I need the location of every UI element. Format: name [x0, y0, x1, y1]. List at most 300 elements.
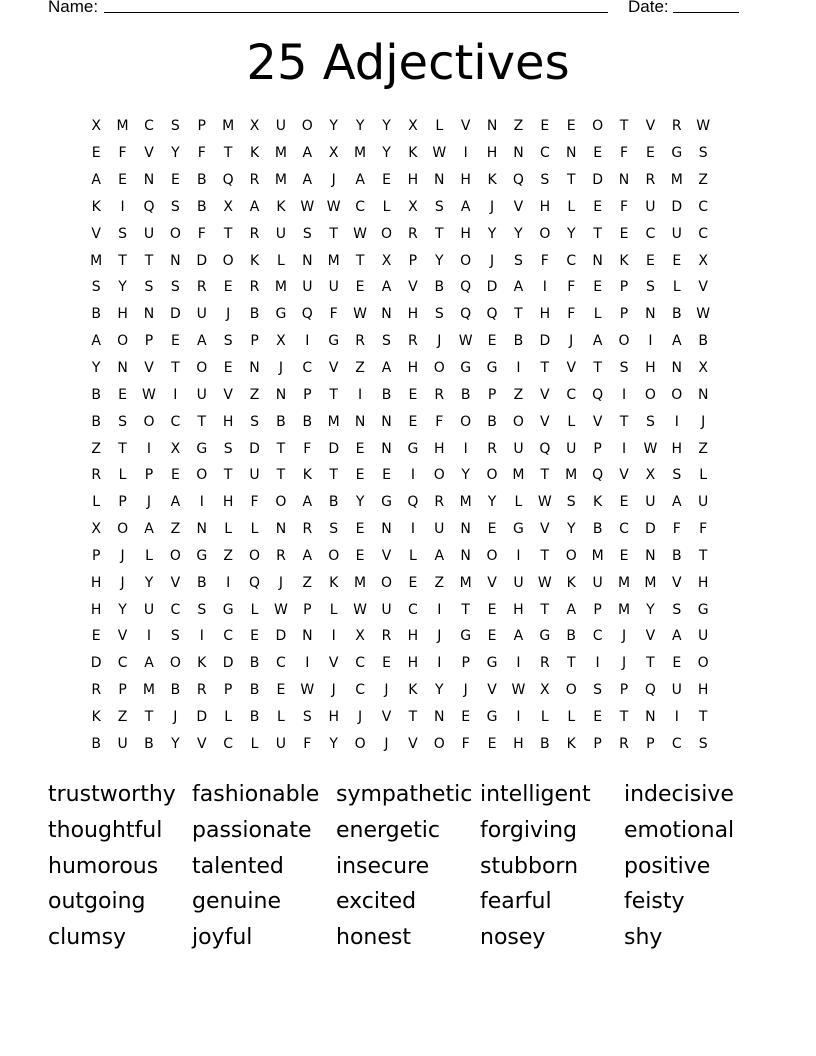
- grid-letter[interactable]: N: [460, 521, 471, 538]
- grid-letter[interactable]: K: [566, 574, 576, 591]
- grid-letter[interactable]: S: [645, 413, 655, 430]
- grid-letter[interactable]: U: [328, 279, 339, 296]
- grid-letter[interactable]: E: [170, 172, 180, 189]
- grid-letter[interactable]: R: [249, 279, 260, 296]
- grid-letter[interactable]: Y: [355, 118, 365, 135]
- grid-letter[interactable]: H: [407, 655, 419, 672]
- grid-letter[interactable]: I: [437, 655, 442, 672]
- grid-letter[interactable]: P: [197, 118, 206, 135]
- grid-letter[interactable]: K: [197, 655, 207, 672]
- grid-letter[interactable]: S: [144, 279, 154, 296]
- grid-letter[interactable]: T: [619, 413, 629, 430]
- grid-letter[interactable]: L: [435, 118, 444, 135]
- grid-letter[interactable]: G: [222, 601, 234, 618]
- grid-letter[interactable]: H: [222, 494, 234, 511]
- grid-letter[interactable]: G: [539, 628, 551, 645]
- grid-letter[interactable]: G: [275, 306, 287, 323]
- grid-letter[interactable]: N: [275, 521, 287, 538]
- grid-letter[interactable]: B: [249, 306, 260, 323]
- grid-letter[interactable]: X: [91, 118, 101, 135]
- grid-letter[interactable]: O: [222, 252, 234, 269]
- grid-letter[interactable]: N: [671, 360, 683, 377]
- grid-letter[interactable]: Z: [698, 440, 708, 457]
- grid-letter[interactable]: T: [118, 252, 127, 269]
- grid-letter[interactable]: E: [461, 708, 471, 725]
- grid-letter[interactable]: X: [355, 628, 365, 645]
- grid-letter[interactable]: I: [331, 628, 336, 645]
- grid-letter[interactable]: T: [619, 118, 629, 135]
- grid-letter[interactable]: S: [672, 601, 682, 618]
- grid-letter[interactable]: Z: [513, 118, 524, 135]
- grid-letter[interactable]: S: [329, 521, 339, 538]
- grid-letter[interactable]: R: [434, 494, 445, 511]
- grid-letter[interactable]: H: [460, 172, 471, 189]
- grid-letter[interactable]: C: [539, 145, 550, 162]
- grid-letter[interactable]: T: [540, 601, 550, 618]
- grid-letter[interactable]: C: [276, 655, 286, 672]
- grid-letter[interactable]: H: [407, 628, 419, 645]
- grid-letter[interactable]: A: [381, 360, 392, 377]
- date-field[interactable]: [673, 12, 739, 13]
- grid-letter[interactable]: Q: [592, 386, 604, 403]
- grid-letter[interactable]: C: [355, 682, 365, 699]
- grid-letter[interactable]: M: [617, 574, 631, 591]
- grid-letter[interactable]: E: [593, 708, 603, 725]
- grid-letter[interactable]: F: [672, 521, 681, 538]
- grid-letter[interactable]: I: [120, 198, 125, 215]
- grid-letter[interactable]: L: [250, 521, 259, 538]
- grid-letter[interactable]: E: [355, 440, 365, 457]
- grid-letter[interactable]: H: [513, 735, 524, 752]
- grid-letter[interactable]: H: [460, 225, 471, 242]
- grid-letter[interactable]: N: [381, 521, 392, 538]
- grid-letter[interactable]: H: [486, 145, 498, 162]
- grid-letter[interactable]: I: [516, 708, 521, 725]
- grid-letter[interactable]: O: [433, 360, 445, 377]
- grid-letter[interactable]: J: [489, 198, 495, 215]
- grid-letter[interactable]: F: [250, 494, 259, 511]
- grid-letter[interactable]: J: [437, 628, 442, 645]
- grid-letter[interactable]: F: [303, 440, 312, 457]
- grid-letter[interactable]: L: [118, 467, 127, 484]
- grid-letter[interactable]: T: [619, 708, 629, 725]
- grid-letter[interactable]: U: [671, 682, 682, 699]
- grid-letter[interactable]: E: [91, 145, 101, 162]
- grid-letter[interactable]: L: [329, 601, 338, 618]
- grid-letter[interactable]: O: [433, 735, 445, 752]
- grid-letter[interactable]: U: [698, 628, 709, 645]
- grid-letter[interactable]: M: [274, 172, 287, 189]
- grid-letter[interactable]: C: [170, 601, 181, 618]
- grid-letter[interactable]: C: [117, 655, 128, 672]
- grid-letter[interactable]: I: [648, 333, 653, 350]
- grid-letter[interactable]: J: [358, 708, 363, 725]
- grid-letter[interactable]: K: [91, 198, 101, 215]
- grid-letter[interactable]: O: [354, 735, 366, 752]
- grid-letter[interactable]: O: [539, 225, 551, 242]
- grid-letter[interactable]: P: [593, 735, 602, 752]
- grid-letter[interactable]: X: [249, 118, 260, 135]
- grid-letter[interactable]: M: [565, 467, 578, 484]
- grid-letter[interactable]: I: [674, 708, 679, 725]
- grid-letter[interactable]: S: [698, 735, 708, 752]
- grid-letter[interactable]: W: [458, 333, 473, 350]
- grid-letter[interactable]: H: [434, 440, 445, 457]
- grid-letter[interactable]: S: [566, 494, 576, 511]
- grid-letter[interactable]: L: [382, 198, 391, 215]
- grid-letter[interactable]: O: [117, 333, 129, 350]
- grid-letter[interactable]: A: [302, 547, 313, 564]
- grid-letter[interactable]: S: [540, 172, 550, 189]
- grid-letter[interactable]: A: [302, 172, 313, 189]
- grid-letter[interactable]: S: [672, 467, 682, 484]
- grid-letter[interactable]: J: [437, 333, 442, 350]
- grid-letter[interactable]: T: [144, 708, 154, 725]
- grid-letter[interactable]: Y: [514, 225, 523, 242]
- grid-letter[interactable]: R: [91, 467, 102, 484]
- grid-letter[interactable]: D: [328, 440, 340, 457]
- grid-letter[interactable]: V: [196, 735, 207, 752]
- grid-letter[interactable]: E: [223, 360, 233, 377]
- grid-letter[interactable]: J: [226, 306, 231, 323]
- grid-letter[interactable]: K: [249, 145, 260, 162]
- grid-letter[interactable]: I: [173, 386, 178, 403]
- grid-letter[interactable]: A: [672, 628, 682, 645]
- grid-letter[interactable]: G: [671, 145, 683, 162]
- grid-letter[interactable]: E: [355, 279, 365, 296]
- grid-letter[interactable]: L: [593, 306, 602, 323]
- grid-letter[interactable]: A: [91, 172, 101, 189]
- grid-letter[interactable]: H: [328, 708, 339, 725]
- grid-letter[interactable]: B: [249, 708, 260, 725]
- grid-letter[interactable]: L: [92, 494, 101, 511]
- grid-letter[interactable]: F: [197, 225, 206, 242]
- grid-letter[interactable]: N: [143, 172, 155, 189]
- grid-letter[interactable]: E: [540, 118, 550, 135]
- grid-letter[interactable]: T: [223, 145, 233, 162]
- grid-letter[interactable]: A: [381, 279, 392, 296]
- grid-letter[interactable]: C: [698, 225, 709, 242]
- grid-letter[interactable]: I: [516, 360, 521, 377]
- grid-letter[interactable]: K: [487, 172, 497, 189]
- grid-letter[interactable]: O: [565, 547, 577, 564]
- grid-letter[interactable]: R: [196, 279, 207, 296]
- grid-letter[interactable]: P: [223, 682, 233, 699]
- grid-letter[interactable]: V: [619, 467, 629, 484]
- grid-letter[interactable]: F: [435, 413, 444, 430]
- grid-letter[interactable]: S: [118, 413, 128, 430]
- grid-letter[interactable]: T: [646, 655, 655, 672]
- grid-letter[interactable]: L: [250, 601, 259, 618]
- grid-letter[interactable]: V: [540, 521, 550, 538]
- grid-letter[interactable]: O: [169, 547, 181, 564]
- grid-letter[interactable]: B: [381, 386, 392, 403]
- grid-letter[interactable]: E: [645, 145, 655, 162]
- grid-letter[interactable]: Z: [223, 547, 233, 564]
- grid-letter[interactable]: Y: [461, 467, 470, 484]
- grid-letter[interactable]: A: [566, 601, 577, 618]
- grid-letter[interactable]: E: [276, 682, 286, 699]
- grid-letter[interactable]: E: [382, 467, 391, 484]
- grid-letter[interactable]: E: [118, 386, 128, 403]
- grid-letter[interactable]: X: [540, 682, 550, 699]
- grid-letter[interactable]: B: [276, 413, 286, 430]
- grid-letter[interactable]: D: [671, 198, 683, 215]
- grid-letter[interactable]: G: [460, 360, 472, 377]
- grid-letter[interactable]: Q: [249, 574, 261, 591]
- grid-letter[interactable]: V: [592, 413, 603, 430]
- grid-letter[interactable]: N: [302, 252, 313, 269]
- grid-letter[interactable]: D: [592, 172, 603, 189]
- grid-letter[interactable]: V: [223, 386, 233, 403]
- grid-letter[interactable]: I: [621, 386, 627, 403]
- grid-letter[interactable]: M: [512, 467, 525, 484]
- grid-letter[interactable]: E: [382, 172, 391, 189]
- grid-letter[interactable]: S: [645, 279, 655, 296]
- grid-letter[interactable]: B: [196, 574, 207, 591]
- grid-letter[interactable]: U: [117, 735, 128, 752]
- grid-letter[interactable]: F: [540, 252, 549, 269]
- grid-letter[interactable]: G: [196, 440, 208, 457]
- grid-letter[interactable]: T: [698, 708, 708, 725]
- grid-letter[interactable]: T: [329, 467, 338, 484]
- grid-letter[interactable]: Z: [698, 172, 708, 189]
- grid-letter[interactable]: M: [327, 413, 340, 430]
- grid-letter[interactable]: O: [512, 413, 524, 430]
- grid-letter[interactable]: W: [537, 494, 552, 511]
- grid-letter[interactable]: Y: [171, 145, 180, 162]
- grid-letter[interactable]: Z: [513, 386, 524, 403]
- grid-letter[interactable]: X: [381, 252, 392, 269]
- grid-letter[interactable]: Y: [434, 682, 444, 699]
- grid-letter[interactable]: E: [487, 333, 497, 350]
- grid-letter[interactable]: A: [672, 333, 682, 350]
- grid-letter[interactable]: E: [408, 574, 418, 591]
- grid-letter[interactable]: S: [302, 708, 312, 725]
- grid-letter[interactable]: E: [91, 628, 101, 645]
- grid-letter[interactable]: J: [701, 413, 706, 430]
- grid-letter[interactable]: W: [300, 198, 315, 215]
- grid-letter[interactable]: Y: [329, 735, 338, 752]
- grid-letter[interactable]: C: [223, 735, 234, 752]
- grid-letter[interactable]: T: [434, 225, 444, 242]
- grid-letter[interactable]: I: [621, 440, 627, 457]
- grid-letter[interactable]: L: [224, 521, 233, 538]
- grid-letter[interactable]: Y: [118, 601, 127, 618]
- grid-letter[interactable]: R: [434, 386, 445, 403]
- grid-letter[interactable]: I: [516, 547, 521, 564]
- grid-letter[interactable]: I: [410, 467, 415, 484]
- grid-letter[interactable]: I: [516, 655, 521, 672]
- grid-letter[interactable]: U: [143, 225, 155, 242]
- grid-letter[interactable]: L: [567, 708, 576, 725]
- grid-letter[interactable]: B: [671, 547, 682, 564]
- grid-letter[interactable]: N: [275, 386, 287, 403]
- grid-letter[interactable]: T: [566, 655, 576, 672]
- grid-letter[interactable]: J: [173, 708, 178, 725]
- grid-letter[interactable]: U: [381, 601, 392, 618]
- grid-letter[interactable]: V: [170, 574, 181, 591]
- grid-letter[interactable]: E: [593, 279, 603, 296]
- grid-letter[interactable]: J: [384, 735, 389, 752]
- grid-letter[interactable]: S: [91, 279, 101, 296]
- grid-letter[interactable]: U: [249, 467, 260, 484]
- grid-letter[interactable]: N: [434, 172, 445, 189]
- grid-letter[interactable]: R: [249, 225, 260, 242]
- grid-letter[interactable]: A: [302, 494, 313, 511]
- grid-letter[interactable]: I: [463, 145, 468, 162]
- grid-letter[interactable]: T: [540, 360, 550, 377]
- grid-letter[interactable]: O: [433, 467, 445, 484]
- grid-letter[interactable]: H: [407, 306, 419, 323]
- grid-letter[interactable]: L: [540, 708, 549, 725]
- grid-letter[interactable]: X: [645, 467, 656, 484]
- grid-letter[interactable]: B: [196, 172, 207, 189]
- grid-letter[interactable]: I: [437, 601, 442, 618]
- grid-letter[interactable]: X: [408, 198, 418, 215]
- grid-letter[interactable]: I: [595, 655, 600, 672]
- grid-letter[interactable]: Q: [539, 440, 551, 457]
- grid-letter[interactable]: D: [645, 521, 656, 538]
- grid-letter[interactable]: C: [223, 628, 234, 645]
- grid-letter[interactable]: S: [302, 225, 312, 242]
- grid-letter[interactable]: V: [328, 655, 339, 672]
- grid-letter[interactable]: I: [542, 279, 547, 296]
- grid-letter[interactable]: V: [91, 225, 101, 242]
- grid-letter[interactable]: A: [196, 333, 207, 350]
- grid-letter[interactable]: L: [408, 547, 417, 564]
- grid-letter[interactable]: T: [144, 252, 154, 269]
- grid-letter[interactable]: V: [117, 628, 128, 645]
- grid-letter[interactable]: N: [143, 306, 155, 323]
- grid-letter[interactable]: F: [699, 521, 708, 538]
- grid-letter[interactable]: N: [434, 708, 445, 725]
- grid-letter[interactable]: O: [301, 118, 313, 135]
- grid-letter[interactable]: T: [329, 225, 338, 242]
- grid-letter[interactable]: W: [537, 574, 552, 591]
- grid-letter[interactable]: N: [354, 413, 366, 430]
- grid-letter[interactable]: C: [144, 118, 154, 135]
- grid-letter[interactable]: A: [91, 333, 101, 350]
- grid-letter[interactable]: Q: [301, 306, 313, 323]
- grid-letter[interactable]: E: [487, 628, 497, 645]
- grid-letter[interactable]: J: [331, 682, 336, 699]
- grid-letter[interactable]: J: [463, 682, 468, 699]
- grid-letter[interactable]: H: [671, 440, 683, 457]
- grid-letter[interactable]: A: [355, 172, 365, 189]
- grid-letter[interactable]: K: [91, 708, 101, 725]
- grid-letter[interactable]: U: [671, 225, 682, 242]
- grid-letter[interactable]: N: [513, 145, 524, 162]
- grid-letter[interactable]: P: [303, 386, 312, 403]
- grid-letter[interactable]: M: [354, 145, 367, 162]
- grid-letter[interactable]: G: [486, 360, 498, 377]
- grid-letter[interactable]: N: [486, 118, 498, 135]
- grid-letter[interactable]: E: [355, 467, 365, 484]
- grid-letter[interactable]: N: [645, 547, 656, 564]
- grid-letter[interactable]: R: [671, 118, 682, 135]
- grid-letter[interactable]: M: [459, 494, 472, 511]
- grid-letter[interactable]: A: [592, 333, 603, 350]
- grid-letter[interactable]: V: [408, 279, 418, 296]
- grid-letter[interactable]: X: [276, 333, 286, 350]
- grid-letter[interactable]: J: [621, 655, 627, 672]
- grid-letter[interactable]: Q: [407, 494, 419, 511]
- grid-letter[interactable]: P: [619, 279, 629, 296]
- grid-letter[interactable]: I: [305, 333, 310, 350]
- grid-letter[interactable]: N: [302, 628, 313, 645]
- grid-letter[interactable]: Q: [486, 306, 498, 323]
- grid-letter[interactable]: G: [486, 708, 498, 725]
- grid-letter[interactable]: R: [381, 628, 392, 645]
- grid-letter[interactable]: O: [486, 467, 498, 484]
- grid-letter[interactable]: Y: [566, 225, 576, 242]
- grid-letter[interactable]: U: [143, 601, 155, 618]
- grid-letter[interactable]: D: [196, 708, 208, 725]
- grid-letter[interactable]: E: [645, 252, 655, 269]
- grid-letter[interactable]: M: [354, 574, 367, 591]
- grid-letter[interactable]: S: [223, 440, 233, 457]
- grid-letter[interactable]: Y: [382, 118, 391, 135]
- grid-letter[interactable]: X: [698, 360, 708, 377]
- grid-letter[interactable]: W: [142, 386, 156, 403]
- grid-letter[interactable]: O: [249, 547, 261, 564]
- grid-letter[interactable]: R: [487, 440, 497, 457]
- grid-letter[interactable]: W: [274, 601, 288, 618]
- grid-letter[interactable]: K: [593, 494, 603, 511]
- grid-letter[interactable]: Y: [355, 494, 365, 511]
- grid-letter[interactable]: P: [646, 735, 655, 752]
- grid-letter[interactable]: Q: [143, 198, 155, 215]
- grid-letter[interactable]: S: [197, 601, 207, 618]
- grid-letter[interactable]: N: [381, 306, 392, 323]
- grid-letter[interactable]: A: [170, 494, 181, 511]
- grid-letter[interactable]: R: [539, 655, 550, 672]
- grid-letter[interactable]: C: [592, 628, 603, 645]
- grid-letter[interactable]: O: [644, 386, 656, 403]
- grid-letter[interactable]: B: [302, 413, 313, 430]
- grid-letter[interactable]: A: [302, 145, 313, 162]
- grid-letter[interactable]: Q: [644, 682, 656, 699]
- grid-letter[interactable]: P: [619, 306, 629, 323]
- grid-letter[interactable]: O: [460, 252, 472, 269]
- grid-letter[interactable]: U: [275, 735, 287, 752]
- grid-letter[interactable]: M: [670, 172, 683, 189]
- grid-letter[interactable]: P: [487, 386, 497, 403]
- grid-letter[interactable]: C: [619, 521, 629, 538]
- grid-letter[interactable]: V: [698, 279, 708, 296]
- grid-letter[interactable]: H: [539, 198, 551, 215]
- grid-letter[interactable]: T: [118, 440, 127, 457]
- grid-letter[interactable]: A: [672, 494, 682, 511]
- grid-letter[interactable]: T: [276, 440, 286, 457]
- grid-letter[interactable]: O: [169, 225, 181, 242]
- name-field[interactable]: [104, 12, 608, 13]
- grid-letter[interactable]: V: [381, 708, 392, 725]
- grid-letter[interactable]: N: [249, 360, 260, 377]
- grid-letter[interactable]: B: [91, 735, 101, 752]
- grid-letter[interactable]: Z: [434, 574, 445, 591]
- grid-letter[interactable]: P: [408, 252, 418, 269]
- grid-letter[interactable]: U: [592, 574, 603, 591]
- grid-letter[interactable]: S: [698, 145, 708, 162]
- grid-letter[interactable]: O: [618, 333, 630, 350]
- grid-letter[interactable]: R: [408, 225, 418, 242]
- grid-letter[interactable]: B: [540, 735, 550, 752]
- grid-letter[interactable]: T: [461, 601, 470, 618]
- grid-letter[interactable]: H: [222, 413, 234, 430]
- grid-letter[interactable]: G: [381, 494, 392, 511]
